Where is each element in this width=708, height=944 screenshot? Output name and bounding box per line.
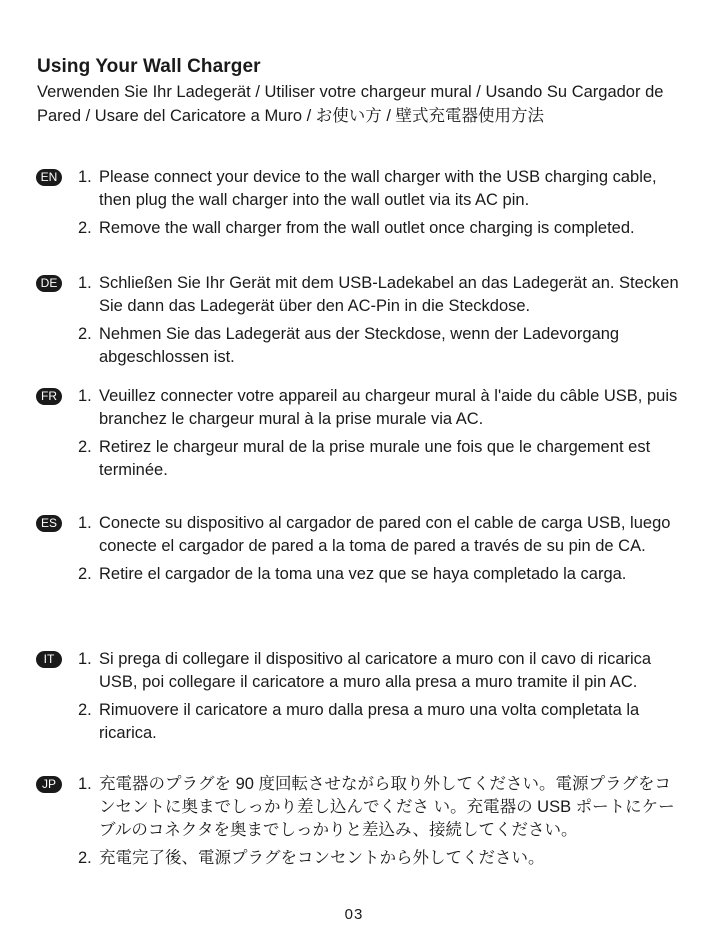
item-number: 1. xyxy=(78,650,92,668)
item-number: 1. xyxy=(78,168,92,186)
item-number: 2. xyxy=(78,219,92,237)
instruction-item xyxy=(78,699,686,745)
language-badge-en: EN xyxy=(36,169,62,186)
item-number: 2. xyxy=(78,565,92,583)
item-text: 充電完了後、電源プラグをコンセントから外してください。 xyxy=(99,849,545,867)
section-it xyxy=(36,648,686,745)
instruction-item xyxy=(78,648,686,694)
instruction-item xyxy=(78,272,686,318)
item-text: Si prega di collegare il dispositivo al caricatore a muro con il cavo di ricarica USB, poi collegare il caricatore a muro alla presa a muro tramite il pin AC. xyxy=(99,650,652,691)
language-badge-it: IT xyxy=(36,651,62,668)
item-number: 1. xyxy=(78,274,92,292)
item-text: Veuillez connecter votre appareil au chargeur mural à l'aide du câble USB, puis branchez le chargeur mural à la prise murale via AC. xyxy=(99,387,678,428)
item-number: 1. xyxy=(78,387,92,405)
language-badge-es: ES xyxy=(36,515,62,532)
item-number: 2. xyxy=(78,325,92,343)
page-number: 03 xyxy=(344,906,364,923)
item-text: Remove the wall charger from the wall outlet once charging is completed. xyxy=(99,219,635,237)
section-de xyxy=(36,272,686,369)
language-badge-jp: JP xyxy=(36,776,62,793)
instruction-item xyxy=(78,773,686,842)
item-text: Retirez le chargeur mural de la prise murale une fois que le chargement est terminée. xyxy=(99,438,651,479)
item-number: 1. xyxy=(78,514,92,532)
item-text: Nehmen Sie das Ladegerät aus der Steckdose, wenn der Ladevorgang abgeschlossen ist. xyxy=(99,325,620,366)
item-number: 2. xyxy=(78,849,92,867)
item-text: 充電器のプラグを 90 度回転させながら取り外してください。電源プラグをコンセントに奥までしっかり差し込んでくださ い。充電器の USB ポートにケーブルのコネクタを奥までしっかりと差込み、接続してください。 xyxy=(99,775,675,839)
page-subtitle: Verwenden Sie Ihr Ladegerät / Utiliser votre chargeur mural / Usando Su Cargador de Pared / Usare del Caricatore a Muro / お使い方 / 壁式充電器使用方法 xyxy=(37,83,664,125)
item-text: Please connect your device to the wall charger with the USB charging cable, then plug the wall charger into the wall outlet via its AC pin. xyxy=(99,168,657,209)
section-es xyxy=(36,512,686,586)
instruction-item xyxy=(78,323,686,369)
item-text: Schließen Sie Ihr Gerät mit dem USB-Ladekabel an das Ladegerät an. Stecken Sie dann das Ladegerät über den AC-Pin in die Steckdose. xyxy=(99,274,679,315)
instruction-item xyxy=(78,217,686,240)
section-en xyxy=(36,166,686,240)
instruction-item xyxy=(78,563,686,586)
instruction-item xyxy=(78,385,686,431)
language-badge-fr: FR xyxy=(36,388,62,405)
item-text: Rimuovere il caricatore a muro dalla presa a muro una volta completata la ricarica. xyxy=(99,701,640,742)
item-text: Retire el cargador de la toma una vez que se haya completado la carga. xyxy=(99,565,627,583)
instruction-item xyxy=(78,847,686,870)
item-number: 2. xyxy=(78,438,92,456)
instruction-item xyxy=(78,166,686,212)
section-fr xyxy=(36,385,686,482)
language-badge-de: DE xyxy=(36,275,62,292)
item-number: 2. xyxy=(78,701,92,719)
instruction-item xyxy=(78,512,686,558)
item-number: 1. xyxy=(78,775,92,793)
item-text: Conecte su dispositivo al cargador de pared con el cable de carga USB, luego conecte el cargador de pared a la toma de pared a través de su pin de CA. xyxy=(99,514,671,555)
section-jp xyxy=(36,773,686,870)
instruction-item xyxy=(78,436,686,482)
page-title: Using Your Wall Charger xyxy=(37,56,261,77)
